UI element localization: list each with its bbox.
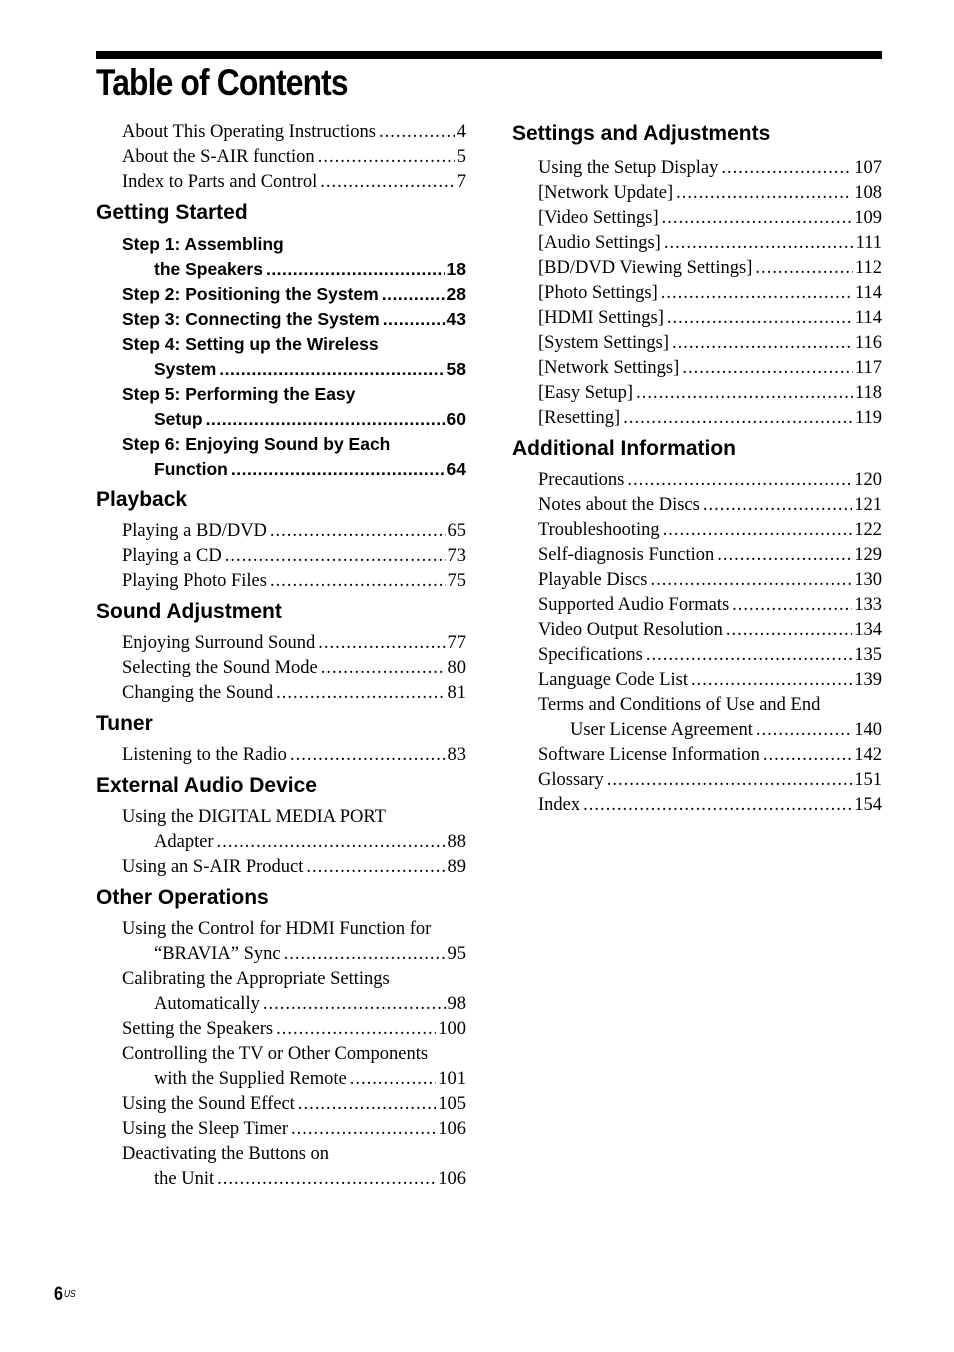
toc-entry-page: 140 [854, 720, 882, 740]
toc-entry[interactable] [122, 282, 466, 307]
toc-entry[interactable] [538, 718, 882, 743]
dot-leader [583, 793, 852, 818]
toc-entry-title: [Audio Settings] [538, 233, 661, 253]
dot-leader [763, 743, 852, 768]
toc-entry-title: Software License Information [538, 745, 760, 765]
section-heading: Tuner [96, 712, 153, 735]
toc-entry[interactable] [538, 206, 882, 231]
toc-section [96, 917, 466, 1192]
toc-section [96, 232, 466, 482]
dot-leader [266, 257, 445, 282]
toc-entry[interactable] [122, 830, 466, 855]
dot-leader [756, 718, 852, 743]
section-heading: Playback [96, 488, 188, 511]
toc-entry-page: 154 [854, 795, 882, 815]
toc-entry-page: 77 [447, 633, 466, 653]
dot-leader [318, 631, 445, 656]
toc-entry-page: 64 [446, 459, 466, 479]
toc-entry[interactable] [538, 743, 882, 768]
toc-entry-line: Step 6: Enjoying Sound by Each [122, 434, 391, 454]
toc-entry[interactable] [538, 668, 882, 693]
toc-entry-title: System [154, 359, 217, 379]
toc-entry-page: 118 [854, 383, 882, 403]
toc-entry-page: 112 [854, 258, 882, 278]
toc-entry-title: Glossary [538, 770, 604, 790]
toc-entry-line: Using the Control for HDMI Function for [122, 919, 432, 939]
toc-entry-title: Step 3: Connecting the System [122, 309, 380, 329]
dot-leader [225, 544, 446, 569]
toc-section [96, 743, 466, 768]
dot-leader [650, 568, 852, 593]
toc-entry[interactable] [122, 1117, 466, 1142]
toc-entry-title: [Network Settings] [538, 358, 680, 378]
toc-entry-title: Step 2: Positioning the System [122, 284, 379, 304]
toc-entry-title: Language Code List [538, 670, 689, 690]
toc-entry-page: 101 [438, 1069, 466, 1089]
toc-entry-line: Step 1: Assembling [122, 234, 284, 254]
toc-entry[interactable] [122, 656, 466, 681]
toc-entry[interactable] [538, 518, 882, 543]
dot-leader [383, 307, 445, 332]
dot-leader [663, 518, 853, 543]
toc-entry-page: 43 [446, 309, 466, 329]
toc-entry[interactable] [538, 181, 882, 206]
toc-entry-title: Changing the Sound [122, 683, 274, 703]
dot-leader [755, 256, 853, 281]
toc-entry-page: 28 [446, 284, 466, 304]
toc-entry-page: 135 [854, 645, 882, 665]
dot-leader [206, 407, 445, 432]
toc-entry-title: Precautions [538, 470, 625, 490]
toc-entry-page: 120 [854, 470, 882, 490]
toc-entry-title: Listening to the Radio [122, 745, 287, 765]
page-number-value: 6 [54, 1284, 63, 1305]
toc-entry[interactable] [122, 1167, 466, 1192]
toc-entry-title: [Network Update] [538, 183, 674, 203]
toc-entry-page: 106 [438, 1169, 466, 1189]
dot-leader [623, 406, 853, 431]
dot-leader [664, 231, 854, 256]
right-column [512, 120, 882, 818]
toc-entry[interactable] [122, 407, 466, 432]
toc-entry[interactable] [538, 281, 882, 306]
section-heading: Settings and Adjustments [512, 122, 771, 145]
dot-leader [290, 743, 446, 768]
toc-entry[interactable] [122, 855, 466, 880]
toc-entry-title: Using the Sound Effect [122, 1094, 295, 1114]
toc-entry[interactable] [122, 1017, 466, 1042]
toc-entry[interactable] [122, 307, 466, 332]
toc-entry-title: Adapter [154, 832, 214, 852]
page-title: Table of Contents [96, 62, 348, 103]
toc-entry-page: 121 [854, 495, 882, 515]
toc-entry-page: 5 [456, 147, 466, 167]
toc-entry[interactable] [122, 170, 466, 195]
dot-leader [726, 618, 852, 643]
dot-leader [321, 656, 446, 681]
toc-entry-page: 89 [447, 857, 466, 877]
dot-leader [662, 206, 853, 231]
toc-entry-page: 107 [854, 158, 882, 178]
toc-entry-title: Supported Audio Formats [538, 595, 730, 615]
toc-entry-title: Video Output Resolution [538, 620, 723, 640]
dot-leader [691, 668, 852, 693]
toc-entry-title: Using an S-AIR Product [122, 857, 304, 877]
toc-entry-page: 114 [854, 283, 882, 303]
toc-entry[interactable] [122, 145, 466, 170]
toc-entry-line: Deactivating the Buttons on [122, 1144, 330, 1164]
section-heading: Sound Adjustment [96, 600, 282, 623]
toc-entry[interactable] [538, 156, 882, 181]
toc-entry-title: Using the Sleep Timer [122, 1119, 288, 1139]
toc-entry-title: [BD/DVD Viewing Settings] [538, 258, 753, 278]
toc-entry-line: Controlling the TV or Other Components [122, 1044, 429, 1064]
toc-entry-title: Playable Discs [538, 570, 648, 590]
toc-entry-page: 65 [447, 521, 466, 541]
toc-entry-page: 129 [854, 545, 882, 565]
dot-leader [703, 493, 852, 518]
dot-leader [721, 156, 852, 181]
toc-entry-title: Notes about the Discs [538, 495, 700, 515]
toc-entry-page: 130 [854, 570, 882, 590]
toc-entry[interactable] [122, 1092, 466, 1117]
toc-entry-page: 58 [446, 359, 466, 379]
toc-entry-page: 106 [438, 1119, 466, 1139]
toc-entry-title: [Resetting] [538, 408, 621, 428]
toc-entry-page: 83 [447, 745, 466, 765]
toc-entry[interactable] [538, 356, 882, 381]
dot-leader [219, 357, 444, 382]
toc-entry-title: Setting the Speakers [122, 1019, 274, 1039]
toc-entry-title: Enjoying Surround Sound [122, 633, 316, 653]
toc-entry-page: 122 [854, 520, 882, 540]
toc-entry-page: 80 [447, 658, 466, 678]
dot-leader [217, 1167, 436, 1192]
dot-leader [676, 181, 852, 206]
section-heading: Other Operations [96, 886, 269, 909]
toc-entry-page: 117 [854, 358, 882, 378]
toc-entry-line: Terms and Conditions of Use and End [538, 695, 821, 715]
toc-entry-title: [HDMI Settings] [538, 308, 664, 328]
toc-entry-page: 73 [447, 546, 466, 566]
toc-entry[interactable] [538, 643, 882, 668]
toc-entry-title: About This Operating Instructions [122, 122, 377, 142]
toc-entry-page: 109 [854, 208, 882, 228]
toc-entry-title: “BRAVIA” Sync [154, 944, 281, 964]
dot-leader [276, 1017, 436, 1042]
dot-leader [682, 356, 853, 381]
toc-entry-page: 60 [446, 409, 466, 429]
toc-entry-page: 119 [854, 408, 882, 428]
dot-leader [270, 519, 446, 544]
dot-leader [263, 992, 446, 1017]
toc-entry[interactable] [122, 357, 466, 382]
toc-entry-page: 98 [447, 994, 466, 1014]
toc-entry-line: Calibrating the Appropriate Settings [122, 969, 390, 989]
dot-leader [667, 306, 853, 331]
toc-section [96, 120, 466, 195]
toc-section [96, 805, 466, 880]
toc-entry[interactable] [538, 568, 882, 593]
toc-entry-title: [Photo Settings] [538, 283, 658, 303]
section-heading: External Audio Device [96, 774, 317, 797]
toc-entry-page: 134 [854, 620, 882, 640]
toc-entry-page: 116 [854, 333, 882, 353]
toc-entry-page: 151 [854, 770, 882, 790]
toc-entry-title: Self-diagnosis Function [538, 545, 715, 565]
toc-entry-title: Specifications [538, 645, 643, 665]
toc-entry-line: Step 4: Setting up the Wireless [122, 334, 379, 354]
toc-entry[interactable] [122, 631, 466, 656]
page-number-suffix: US [63, 1289, 76, 1300]
section-heading: Getting Started [96, 201, 248, 224]
toc-entry[interactable] [538, 593, 882, 618]
dot-leader [306, 855, 445, 880]
toc-entry-title: Using the Setup Display [538, 158, 719, 178]
toc-entry-page: 81 [447, 683, 466, 703]
toc-entry-title: [System Settings] [538, 333, 670, 353]
dot-leader [717, 543, 852, 568]
toc-entry-page: 75 [447, 571, 466, 591]
toc-entry[interactable] [538, 793, 882, 818]
toc-entry-page: 114 [854, 308, 882, 328]
dot-leader [646, 643, 852, 668]
toc-entry-title: User License Agreement [570, 720, 753, 740]
toc-entry-page: 7 [456, 172, 466, 192]
toc-entry-title: Playing Photo Files [122, 571, 267, 591]
toc-entry[interactable] [538, 231, 882, 256]
toc-entry-title: [Video Settings] [538, 208, 659, 228]
toc-section [512, 468, 882, 818]
toc-entry-line: Using the DIGITAL MEDIA PORT [122, 807, 386, 827]
toc-entry-title: Function [154, 459, 228, 479]
dot-leader [350, 1067, 437, 1092]
toc-entry-title: Index [538, 795, 581, 815]
toc-entry-page: 4 [456, 122, 466, 142]
toc-entry[interactable] [122, 457, 466, 482]
dot-leader [636, 381, 853, 406]
toc-entry-title: Automatically [154, 994, 260, 1014]
toc-entry[interactable] [538, 618, 882, 643]
dot-leader [320, 170, 454, 195]
toc-entry[interactable] [538, 493, 882, 518]
toc-entry-title: Selecting the Sound Mode [122, 658, 318, 678]
toc-entry-page: 108 [854, 183, 882, 203]
dot-leader [607, 768, 852, 793]
toc-entry[interactable] [538, 306, 882, 331]
toc-entry-page: 95 [447, 944, 466, 964]
toc-entry-page: 133 [854, 595, 882, 615]
toc-entry-line: Step 5: Performing the Easy [122, 384, 356, 404]
toc-entry[interactable] [122, 992, 466, 1017]
toc-entry[interactable] [122, 519, 466, 544]
toc-entry[interactable] [122, 1067, 466, 1092]
toc-entry-title: the Unit [154, 1169, 215, 1189]
toc-entry-page: 111 [855, 233, 882, 253]
toc-section [512, 156, 882, 431]
dot-leader [627, 468, 852, 493]
toc-entry-title: About the S-AIR function [122, 147, 315, 167]
toc-entry-page: 105 [438, 1094, 466, 1114]
toc-section [96, 519, 466, 594]
toc-entry[interactable] [538, 381, 882, 406]
toc-entry[interactable] [538, 768, 882, 793]
toc-entry[interactable] [538, 331, 882, 356]
dot-leader [276, 681, 445, 706]
section-heading: Additional Information [512, 437, 736, 460]
dot-leader [732, 593, 852, 618]
toc-entry[interactable] [122, 257, 466, 282]
dot-leader [217, 830, 446, 855]
toc-entry-page: 100 [438, 1019, 466, 1039]
toc-entry-title: Playing a BD/DVD [122, 521, 267, 541]
toc-section [96, 631, 466, 706]
dot-leader [672, 331, 853, 356]
dot-leader [291, 1117, 436, 1142]
dot-leader [661, 281, 853, 306]
toc-entry-title: Index to Parts and Control [122, 172, 318, 192]
toc-entry-page: 139 [854, 670, 882, 690]
dot-leader [298, 1092, 436, 1117]
dot-leader [284, 942, 446, 967]
toc-entry[interactable] [122, 681, 466, 706]
toc-entry[interactable] [122, 569, 466, 594]
top-rule [96, 51, 882, 59]
toc-entry-page: 18 [446, 259, 466, 279]
toc-entry[interactable] [122, 120, 466, 145]
left-column [96, 120, 466, 1192]
page-number [54, 1283, 76, 1307]
toc-entry-title: Playing a CD [122, 546, 222, 566]
toc-entry[interactable] [538, 256, 882, 281]
toc-entry-title: Troubleshooting [538, 520, 660, 540]
toc-entry-title: the Speakers [154, 259, 263, 279]
dot-leader [318, 145, 455, 170]
toc-entry-title: with the Supplied Remote [154, 1069, 347, 1089]
toc-entry[interactable] [122, 544, 466, 569]
toc-entry[interactable] [538, 543, 882, 568]
toc-entry-title: Setup [154, 409, 203, 429]
dot-leader [270, 569, 446, 594]
toc-entry-title: [Easy Setup] [538, 383, 634, 403]
toc-entry[interactable] [538, 406, 882, 431]
dot-leader [231, 457, 445, 482]
dot-leader [382, 282, 445, 307]
toc-entry[interactable] [122, 942, 466, 967]
toc-entry-page: 88 [447, 832, 466, 852]
toc-entry[interactable] [538, 468, 882, 493]
toc-entry[interactable] [122, 743, 466, 768]
dot-leader [379, 120, 455, 145]
toc-entry-page: 142 [854, 745, 882, 765]
